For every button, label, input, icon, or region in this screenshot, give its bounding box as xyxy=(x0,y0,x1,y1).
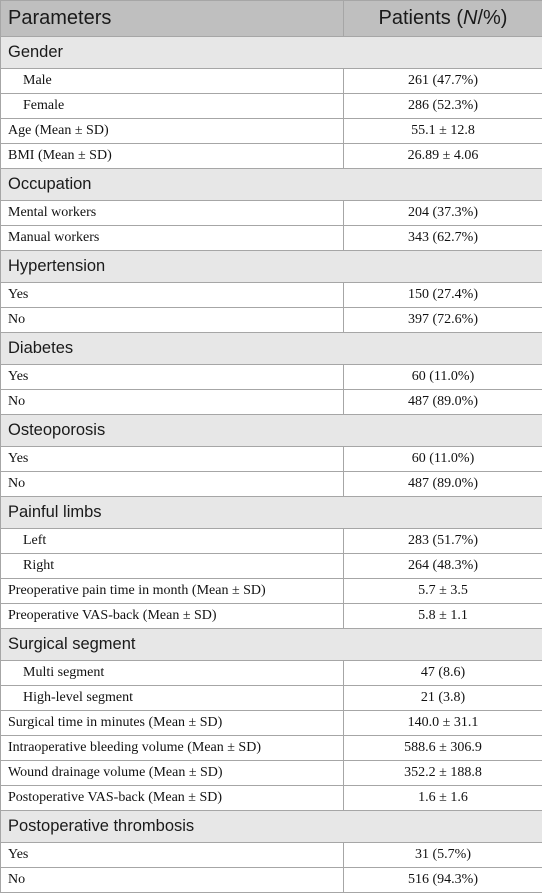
row-label: No xyxy=(1,308,344,333)
row-value: 397 (72.6%) xyxy=(344,308,542,333)
table-row xyxy=(1,144,542,169)
row-label: Age (Mean ± SD) xyxy=(1,119,344,144)
row-value: 55.1 ± 12.8 xyxy=(344,119,542,144)
table-row xyxy=(1,604,542,629)
row-label: Female xyxy=(1,94,344,119)
row-label: Preoperative VAS-back (Mean ± SD) xyxy=(1,604,344,629)
section-row xyxy=(1,251,542,283)
table-row xyxy=(1,686,542,711)
row-label: No xyxy=(1,472,344,497)
row-value: 352.2 ± 188.8 xyxy=(344,761,542,786)
row-label: Manual workers xyxy=(1,226,344,251)
row-value: 47 (8.6) xyxy=(344,661,542,686)
row-value: 286 (52.3%) xyxy=(344,94,542,119)
row-value: 204 (37.3%) xyxy=(344,201,542,226)
section-title: Osteoporosis xyxy=(1,415,542,447)
row-label: Mental workers xyxy=(1,201,344,226)
row-label: Intraoperative bleeding volume (Mean ± SD) xyxy=(1,736,344,761)
row-label: Preoperative pain time in month (Mean ± SD) xyxy=(1,579,344,604)
table-row xyxy=(1,447,542,472)
row-label: No xyxy=(1,390,344,415)
row-label: Yes xyxy=(1,365,344,390)
table-row xyxy=(1,579,542,604)
table-row xyxy=(1,711,542,736)
section-row xyxy=(1,629,542,661)
section-title: Diabetes xyxy=(1,333,542,365)
row-value: 264 (48.3%) xyxy=(344,554,542,579)
row-value: 5.7 ± 3.5 xyxy=(344,579,542,604)
row-value: 283 (51.7%) xyxy=(344,529,542,554)
table-row xyxy=(1,843,542,868)
table-row xyxy=(1,94,542,119)
row-value: 588.6 ± 306.9 xyxy=(344,736,542,761)
row-value: 60 (11.0%) xyxy=(344,365,542,390)
section-row xyxy=(1,497,542,529)
table-row xyxy=(1,868,542,893)
row-value: 60 (11.0%) xyxy=(344,447,542,472)
row-label: Male xyxy=(1,69,344,94)
table-row xyxy=(1,365,542,390)
table-row xyxy=(1,661,542,686)
row-label: Wound drainage volume (Mean ± SD) xyxy=(1,761,344,786)
section-title: Hypertension xyxy=(1,251,542,283)
table-row xyxy=(1,736,542,761)
row-label: High-level segment xyxy=(1,686,344,711)
section-title: Painful limbs xyxy=(1,497,542,529)
header-parameters: Parameters xyxy=(1,1,344,37)
table-body xyxy=(1,37,542,893)
row-value: 5.8 ± 1.1 xyxy=(344,604,542,629)
row-label: Yes xyxy=(1,447,344,472)
row-label: Yes xyxy=(1,843,344,868)
table-row xyxy=(1,69,542,94)
row-label: No xyxy=(1,868,344,893)
row-label: Left xyxy=(1,529,344,554)
table-row xyxy=(1,472,542,497)
table-row xyxy=(1,226,542,251)
row-value: 487 (89.0%) xyxy=(344,472,542,497)
table-row xyxy=(1,390,542,415)
table-row xyxy=(1,201,542,226)
header-patients-prefix: Patients ( xyxy=(379,7,463,29)
table-row xyxy=(1,119,542,144)
table-row xyxy=(1,529,542,554)
section-row xyxy=(1,333,542,365)
row-value: 26.89 ± 4.06 xyxy=(344,144,542,169)
row-value: 487 (89.0%) xyxy=(344,390,542,415)
table-row xyxy=(1,283,542,308)
table-row xyxy=(1,786,542,811)
section-title: Postoperative thrombosis xyxy=(1,811,542,843)
header-patients-suffix: /%) xyxy=(477,7,507,29)
section-title: Surgical segment xyxy=(1,629,542,661)
row-value: 31 (5.7%) xyxy=(344,843,542,868)
row-value: 516 (94.3%) xyxy=(344,868,542,893)
section-row xyxy=(1,415,542,447)
section-row xyxy=(1,37,542,69)
row-value: 343 (62.7%) xyxy=(344,226,542,251)
row-value: 1.6 ± 1.6 xyxy=(344,786,542,811)
row-label: BMI (Mean ± SD) xyxy=(1,144,344,169)
row-label: Postoperative VAS-back (Mean ± SD) xyxy=(1,786,344,811)
section-row xyxy=(1,811,542,843)
section-title: Occupation xyxy=(1,169,542,201)
table-header-row xyxy=(1,1,542,37)
row-label: Multi segment xyxy=(1,661,344,686)
row-label: Yes xyxy=(1,283,344,308)
row-value: 140.0 ± 31.1 xyxy=(344,711,542,736)
header-patients-n: N xyxy=(463,7,477,29)
row-label: Surgical time in minutes (Mean ± SD) xyxy=(1,711,344,736)
table-row xyxy=(1,308,542,333)
section-title: Gender xyxy=(1,37,542,69)
row-label: Right xyxy=(1,554,344,579)
section-row xyxy=(1,169,542,201)
row-value: 150 (27.4%) xyxy=(344,283,542,308)
header-patients xyxy=(344,1,542,37)
table-row xyxy=(1,554,542,579)
table-row xyxy=(1,761,542,786)
row-value: 21 (3.8) xyxy=(344,686,542,711)
row-value: 261 (47.7%) xyxy=(344,69,542,94)
